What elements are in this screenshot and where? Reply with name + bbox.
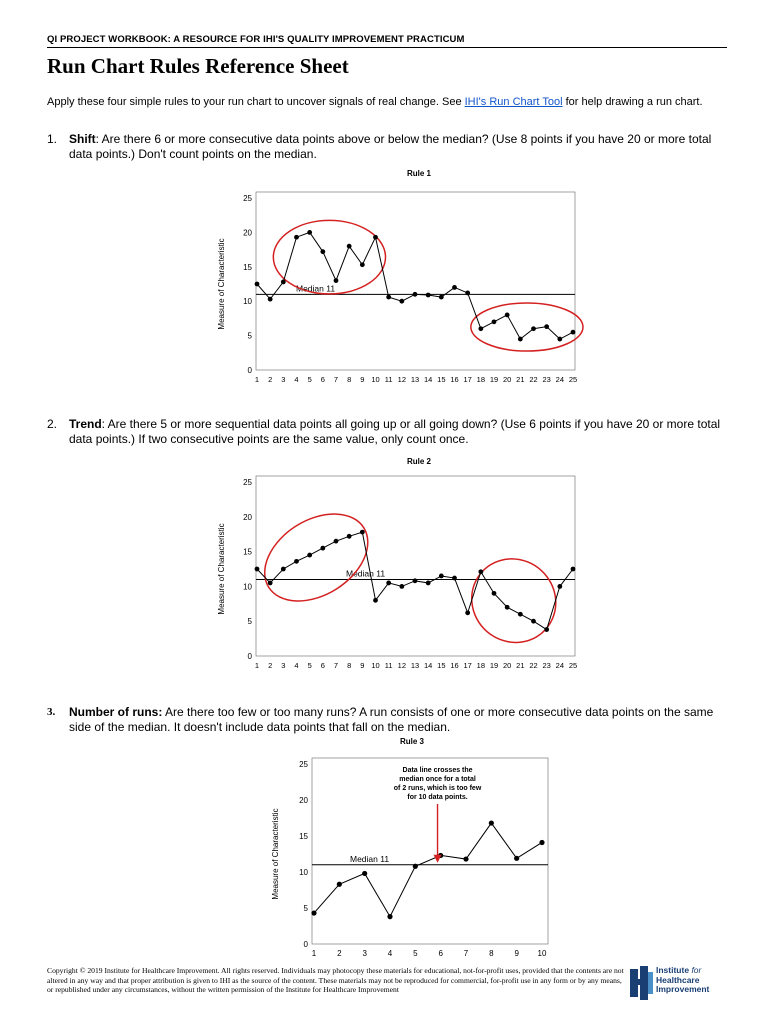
x-tick-label: 9 [360, 375, 365, 384]
y-tick-label: 25 [243, 194, 252, 203]
data-point [360, 262, 365, 267]
plot-area [256, 192, 575, 370]
data-point [268, 581, 273, 586]
data-point [452, 576, 457, 581]
rule-2-number: 2. [47, 417, 58, 431]
x-tick-label: 12 [397, 661, 407, 670]
rule-2-body [69, 417, 737, 447]
data-point [386, 581, 391, 586]
data-point [347, 534, 352, 539]
data-point [531, 619, 536, 624]
x-tick-label: 13 [410, 375, 420, 384]
x-tick-label: 10 [371, 661, 380, 670]
data-point [320, 249, 325, 254]
data-point [492, 591, 497, 596]
x-tick-label: 19 [489, 661, 499, 670]
data-point [465, 610, 470, 615]
x-tick-label: 16 [450, 375, 459, 384]
data-point [478, 569, 483, 574]
rule-3-label: Number of runs: [69, 705, 163, 719]
rule-3-desc: Are there too few or too many runs? A run consists of one or more consecutive data points on the same side of the median. It doesn't include data points that fall on the median. [69, 705, 714, 734]
data-point [281, 567, 286, 572]
data-point [492, 319, 497, 324]
data-point [518, 612, 523, 617]
data-point [334, 278, 339, 283]
data-point [426, 581, 431, 586]
data-point [307, 230, 312, 235]
x-tick-label: 21 [516, 375, 525, 384]
data-point [281, 280, 286, 285]
y-axis-label: Measure of Characteristic [217, 523, 226, 615]
x-tick-label: 13 [410, 661, 420, 670]
y-tick-label: 15 [243, 547, 252, 557]
x-tick-label: 21 [516, 661, 525, 670]
x-tick-label: 16 [450, 661, 459, 670]
logo-line-1-suffix: for [691, 965, 702, 975]
annotation-text: for 10 data points. [407, 794, 468, 801]
data-point [478, 326, 483, 331]
y-tick-label: 25 [299, 760, 308, 769]
plot-area [256, 476, 575, 656]
x-tick-label: 25 [568, 375, 578, 384]
data-point [413, 292, 418, 297]
x-tick-label: 23 [542, 661, 551, 670]
x-tick-label: 11 [384, 661, 393, 670]
rule-2-chart [212, 452, 587, 678]
page-title: Run Chart Rules Reference Sheet [47, 54, 349, 78]
data-point [311, 910, 316, 915]
x-tick-label: 4 [387, 949, 393, 958]
intro-text: Apply these four simple rules to your run chart to uncover signals of real change. See [47, 96, 465, 108]
y-tick-label: 5 [247, 331, 252, 341]
x-tick-label: 10 [371, 375, 380, 384]
median-label: Median 11 [346, 568, 386, 579]
data-point [294, 235, 299, 240]
y-tick-label: 10 [243, 582, 252, 592]
data-point [413, 578, 418, 583]
x-tick-label: 24 [555, 375, 565, 384]
x-tick-label: 5 [307, 661, 312, 670]
x-tick-label: 20 [502, 661, 512, 670]
x-tick-label: 23 [542, 375, 551, 384]
x-tick-label: 8 [347, 661, 352, 670]
data-point [557, 584, 562, 589]
x-tick-label: 3 [281, 661, 286, 670]
logo-line-2: Healthcare [656, 974, 700, 985]
y-tick-label: 15 [299, 832, 308, 841]
data-point [399, 584, 404, 589]
data-point [452, 285, 457, 290]
x-tick-label: 17 [463, 375, 472, 384]
copyright-notice: Copyright © 2019 Institute for Healthcare Improvement. All rights reserved. Individuals may photocopy these materials for educational, not-for-profit uses, provided that the contents are not altered in any way and that proper attribution is given to IHI as the source of the content. These materials may not be reproduced for commercial, for-profit use in any form or by any means, or republished under any circumstances, without the written permission of the Institute for Healthcare Improvement [47, 966, 624, 995]
x-tick-label: 7 [463, 949, 469, 958]
y-tick-label: 20 [243, 228, 252, 238]
x-tick-label: 1 [254, 661, 260, 670]
data-point [413, 864, 418, 869]
data-point [489, 820, 494, 825]
data-point [539, 840, 544, 845]
x-tick-label: 24 [555, 661, 565, 670]
data-point [373, 235, 378, 240]
data-point [373, 598, 378, 603]
data-point [347, 244, 352, 249]
rule-1-label: Shift [69, 132, 96, 146]
intro-paragraph [47, 96, 747, 108]
x-tick-label: 2 [268, 375, 273, 384]
data-point [544, 324, 549, 329]
x-tick-label: 3 [281, 375, 286, 384]
ihi-logo-mark [630, 966, 654, 1000]
median-label: Median 11 [350, 853, 390, 864]
chart-title: Rule 1 [406, 169, 432, 178]
x-tick-label: 2 [268, 661, 273, 670]
rule-2-label: Trend [69, 417, 102, 431]
data-point [268, 297, 273, 302]
y-tick-label: 15 [243, 262, 252, 272]
y-tick-label: 10 [243, 297, 252, 307]
x-tick-label: 18 [476, 661, 486, 670]
header-rule [47, 47, 727, 48]
rule-1-number: 1. [47, 132, 58, 146]
x-tick-label: 1 [254, 375, 260, 384]
data-point [320, 546, 325, 551]
x-tick-label: 17 [463, 661, 472, 670]
y-tick-label: 5 [247, 617, 252, 627]
data-point [439, 574, 444, 579]
y-tick-label: 0 [303, 940, 308, 949]
x-tick-label: 5 [307, 375, 312, 384]
rule-1-body [69, 132, 737, 162]
rule-3-body [69, 705, 737, 735]
data-point [439, 295, 444, 300]
data-point [360, 530, 365, 535]
data-point [255, 282, 260, 287]
x-tick-label: 2 [337, 949, 342, 958]
y-tick-label: 10 [299, 868, 308, 877]
x-tick-label: 15 [437, 661, 446, 670]
data-point [334, 539, 339, 544]
y-axis-label: Measure of Characteristic [271, 808, 280, 900]
data-point [255, 567, 260, 572]
y-tick-label: 0 [247, 366, 252, 375]
x-tick-label: 7 [333, 375, 339, 384]
chart-title: Rule 2 [406, 457, 432, 466]
data-point [505, 605, 510, 610]
x-tick-label: 4 [294, 661, 299, 670]
x-tick-label: 11 [384, 375, 393, 384]
x-tick-label: 1 [311, 949, 317, 958]
x-tick-label: 14 [423, 375, 433, 384]
data-point [531, 326, 536, 331]
y-tick-label: 20 [243, 512, 252, 522]
x-tick-label: 5 [413, 949, 418, 958]
x-tick-label: 9 [514, 949, 519, 958]
x-tick-label: 8 [489, 949, 494, 958]
x-tick-label: 20 [502, 375, 512, 384]
x-tick-label: 10 [537, 949, 547, 958]
x-tick-label: 9 [360, 661, 365, 670]
workbook-header: QI PROJECT WORKBOOK: A RESOURCE FOR IHI'S QUALITY IMPROVEMENT PRACTICUM [47, 34, 465, 45]
data-point [514, 856, 519, 861]
y-tick-label: 25 [243, 478, 252, 487]
data-point [337, 882, 342, 887]
data-point [465, 291, 470, 296]
rule-3-number: 3. [47, 706, 56, 718]
rule-2-desc: : Are there 5 or more sequential data points all going up or all going down? (Use 6 points if you have 20 or more total data points.) If two consecutive points are the same value, only count once. [69, 417, 721, 446]
data-point [571, 330, 576, 335]
y-tick-label: 20 [299, 796, 308, 805]
x-tick-label: 15 [437, 375, 446, 384]
x-tick-label: 4 [294, 375, 299, 384]
data-point [294, 559, 299, 564]
x-tick-label: 19 [489, 375, 499, 384]
logo-line-1: Institute [656, 965, 690, 975]
x-tick-label: 7 [333, 661, 339, 670]
x-tick-label: 14 [423, 661, 433, 670]
ihi-logo-wordmark [656, 966, 709, 995]
median-label: Median 11 [296, 283, 336, 294]
rule-1-chart [212, 164, 587, 392]
annotation-text: of 2 runs, which is too few [393, 785, 482, 792]
data-point [399, 299, 404, 304]
data-point [387, 914, 392, 919]
rule-1-desc: : Are there 6 or more consecutive data points above or below the median? (Use 8 points if you have 20 or more total data points.) Don't count points on the median. [69, 132, 712, 161]
data-point [544, 627, 549, 632]
logo-line-3: Improvement [656, 984, 710, 994]
chart-title: Rule 3 [399, 737, 425, 746]
annotation-text: Data line crosses the [402, 767, 473, 774]
data-point [557, 337, 562, 342]
y-axis-label: Measure of Characteristic [217, 238, 226, 330]
x-tick-label: 22 [529, 375, 538, 384]
data-point [571, 567, 576, 572]
data-point [463, 856, 468, 861]
data-point [386, 295, 391, 300]
data-point [362, 871, 367, 876]
x-tick-label: 6 [320, 661, 325, 670]
x-tick-label: 6 [438, 949, 443, 958]
ihi-logo [630, 966, 730, 1000]
data-point [307, 553, 312, 558]
x-tick-label: 12 [397, 375, 407, 384]
x-tick-label: 6 [320, 375, 325, 384]
rule-3-chart [266, 734, 556, 962]
intro-text-end: for help drawing a run chart. [562, 96, 703, 108]
x-tick-label: 18 [476, 375, 486, 384]
y-tick-label: 5 [303, 904, 308, 913]
annotation-text: median once for a total [399, 776, 476, 783]
y-tick-label: 0 [247, 652, 252, 661]
data-point [505, 313, 510, 318]
data-point [518, 337, 523, 342]
x-tick-label: 25 [568, 661, 578, 670]
x-tick-label: 8 [347, 375, 352, 384]
data-point [426, 293, 431, 298]
x-tick-label: 3 [362, 949, 367, 958]
x-tick-label: 22 [529, 661, 538, 670]
run-chart-tool-link[interactable]: IHI's Run Chart Tool [464, 96, 563, 108]
